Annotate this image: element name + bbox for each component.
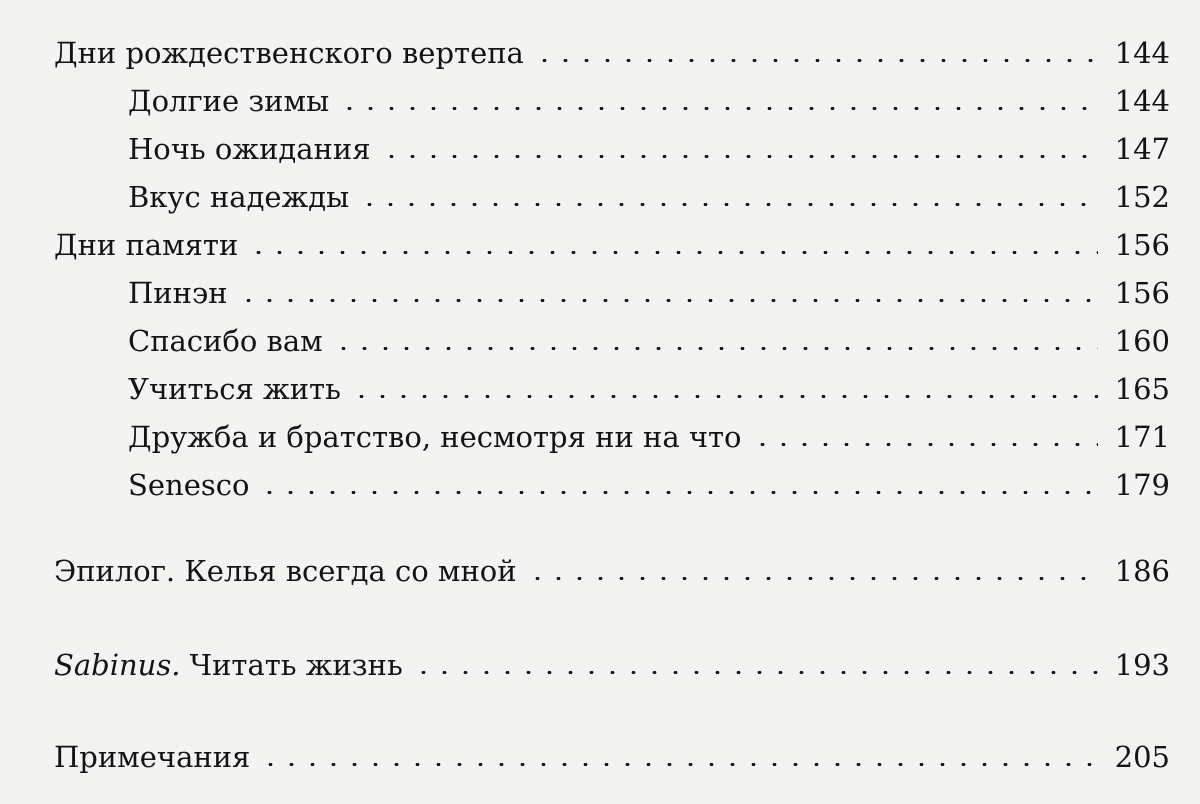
toc-entry-title: Дни рождественского вертепа <box>54 36 524 70</box>
toc-entry-title: Дружба и братство, несмотря ни на что <box>128 420 742 454</box>
dot-leader <box>534 59 1098 62</box>
dot-leader <box>333 347 1098 350</box>
toc-entry-title: Примечания <box>54 740 251 774</box>
toc-entry[interactable] <box>0 634 1200 680</box>
toc-entry-page: 144 <box>1114 84 1170 118</box>
toc-entry-page: 144 <box>1114 36 1170 70</box>
toc-entry-page: 179 <box>1114 468 1170 502</box>
dot-leader <box>527 577 1098 580</box>
toc-entry-page: 156 <box>1114 276 1170 310</box>
toc-entry-title: Вкус надежды <box>128 180 350 214</box>
toc-entry[interactable] <box>0 22 1200 68</box>
toc-entry-page: 205 <box>1114 740 1170 774</box>
dot-leader <box>359 203 1098 206</box>
toc-subentry[interactable] <box>0 454 1200 500</box>
toc-entry-title: Пинэн <box>128 276 228 310</box>
toc-entry-title <box>54 648 403 682</box>
toc-subentry[interactable] <box>0 358 1200 404</box>
dot-leader <box>752 443 1098 446</box>
dot-leader <box>413 671 1098 674</box>
toc-entry-page: 193 <box>1114 648 1170 682</box>
toc-entry-title-rest: Читать жизнь <box>180 648 403 682</box>
toc-entry-page: 152 <box>1114 180 1170 214</box>
toc-entry-title: Учиться жить <box>128 372 341 406</box>
toc-subentry[interactable] <box>0 166 1200 212</box>
toc-subentry[interactable] <box>0 310 1200 356</box>
toc-entry-page: 186 <box>1114 554 1170 588</box>
toc-entry-page: 171 <box>1114 420 1170 454</box>
toc-entry-title: Ночь ожидания <box>128 132 371 166</box>
toc-entry-page: 160 <box>1114 324 1170 358</box>
toc-entry-title: Дни памяти <box>54 228 239 262</box>
toc-subentry[interactable] <box>0 262 1200 308</box>
toc-entry[interactable] <box>0 540 1200 586</box>
dot-leader <box>351 395 1098 398</box>
dot-leader <box>259 491 1098 494</box>
toc-entry[interactable] <box>0 214 1200 260</box>
dot-leader <box>260 763 1098 766</box>
toc-entry-title: Senesco <box>128 468 250 502</box>
toc-entry-title: Долгие зимы <box>128 84 330 118</box>
dot-leader <box>381 155 1099 158</box>
toc-subentry[interactable] <box>0 70 1200 116</box>
dot-leader <box>248 251 1098 254</box>
dot-leader <box>238 299 1098 302</box>
toc-entry[interactable] <box>0 726 1200 772</box>
toc-entry-page: 156 <box>1114 228 1170 262</box>
toc-subentry[interactable] <box>0 406 1200 452</box>
toc-entry-title: Эпилог. Келья всегда со мной <box>54 554 517 588</box>
dot-leader <box>339 107 1098 110</box>
toc-entry-page: 147 <box>1114 132 1170 166</box>
toc-entry-title-italic: Sabinus. <box>54 648 181 682</box>
toc-entry-page: 165 <box>1114 372 1170 406</box>
toc-subentry[interactable] <box>0 118 1200 164</box>
toc-entry-title: Спасибо вам <box>128 324 323 358</box>
